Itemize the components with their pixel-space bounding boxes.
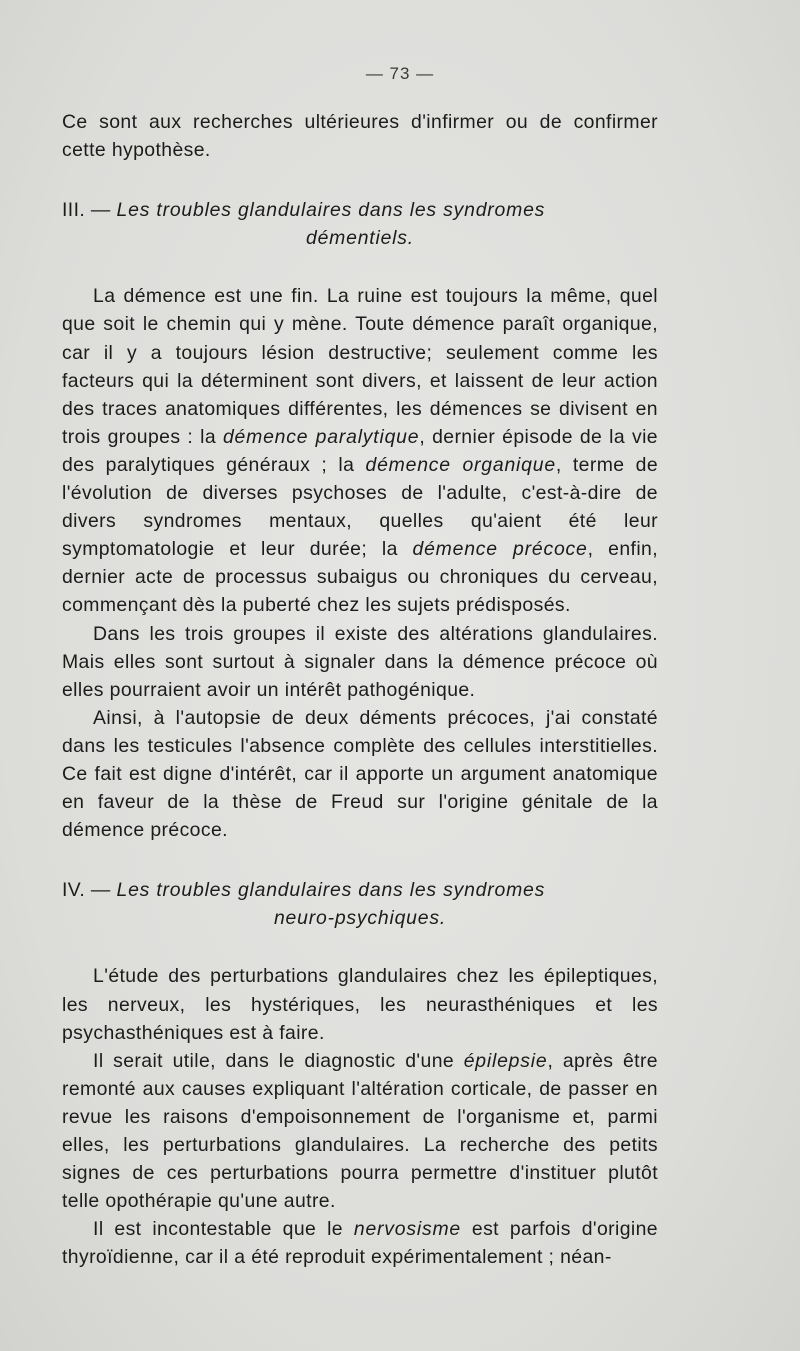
section-3-heading-line-2	[62, 224, 658, 252]
s3-p1-text-a: La démence est une fin. La ruine est toujours la même, quel que soit le chemin qui y mène. Toute démence paraît organique, car il y a toujours lésion destructive; seulement comme les facteurs qui la déterminent sont divers, et laissent de leur action des traces anatomiques différentes, les démences se divisent en trois groupes : la	[62, 285, 658, 448]
s3-p1-text-b: , dernier épisode de la vie des paralytiques généraux ; la	[62, 425, 658, 476]
section-4-paragraph-3	[62, 1215, 658, 1271]
section-4-heading-line-1	[62, 876, 658, 904]
s4-p3-text-a: Il est incontestable que le	[93, 1218, 354, 1241]
term-epilepsie: épilepsie	[463, 1049, 548, 1072]
section-3-paragraph-3: Ainsi, à l'autopsie de deux déments précoces, j'ai constaté dans les testicules l'absence complète des cellules interstitielles. Ce fait est digne d'intérêt, car il apporte un argument anatomique en faveur de la thèse de Freud sur l'origine génitale de la démence précoce.	[62, 706, 658, 842]
s4-p2-text-b: , après être remonté aux causes expliquant l'altération corticale, de passer en revue les raisons d'empoisonnement de l'organisme et, parmi elles, les perturbations glandulaires. La recherche des petits signes de ces perturbations pourra permettre d'instituer plutôt telle opothérapie qu'une autre.	[62, 1049, 658, 1213]
section-3-title-a: Les troubles glandulaires dans les syndromes	[116, 199, 546, 222]
section-3-paragraph-1	[62, 282, 658, 619]
s3-p1-text-d: , enfin, dernier acte de processus subaigus ou chroniques du cerveau, commençant dès la puberté chez les sujets prédisposés.	[62, 538, 658, 617]
intro-paragraph: Ce sont aux recherches ultérieures d'infirmer ou de confirmer cette hypothèse.	[62, 111, 658, 162]
term-nervosisme: nervosisme	[353, 1218, 462, 1241]
section-3-numeral: III. —	[62, 199, 111, 222]
term-demence-organique: démence organique	[365, 453, 556, 476]
section-3-heading-line-1	[62, 196, 658, 224]
s4-p2-text-a: Il serait utile, dans le diagnostic d'une	[93, 1049, 464, 1072]
s4-p3-text-b: est parfois d'origine thyroïdienne, car il a été reproduit expérimentalement ; néan-	[62, 1218, 658, 1269]
page-body	[62, 108, 658, 1271]
section-3-paragraph-2: Dans les trois groupes il existe des altérations glandulaires. Mais elles sont surtout à signaler dans la démence précoce où elles pourraient avoir un intérêt pathogénique.	[62, 622, 658, 701]
section-3-heading	[62, 196, 658, 252]
section-4-heading-line-2	[62, 904, 658, 932]
section-4-title-b: neuro-psychiques.	[273, 907, 447, 930]
page-number: — 73 —	[365, 64, 435, 83]
section-4-title-a: Les troubles glandulaires dans les syndromes	[116, 879, 546, 902]
section-4-heading	[62, 876, 658, 932]
s3-p1-text-c: , terme de l'évolution de diverses psychoses de l'adulte, c'est-à-dire de divers syndromes mentaux, quelles qu'aient été leur symptomatologie et leur durée; la	[62, 453, 659, 561]
term-demence-precoce: démence précoce	[412, 538, 588, 561]
section-4-paragraph-2	[62, 1047, 658, 1216]
section-4-paragraph-1: L'étude des perturbations glandulaires chez les épileptiques, les nerveux, les hystériques, les neurasthéniques et les psychasthéniques est à faire.	[62, 965, 658, 1044]
section-4-numeral: IV. —	[62, 879, 111, 902]
section-3-title-b: démentiels.	[306, 227, 414, 250]
term-demence-paralytique: démence paralytique	[222, 425, 420, 448]
